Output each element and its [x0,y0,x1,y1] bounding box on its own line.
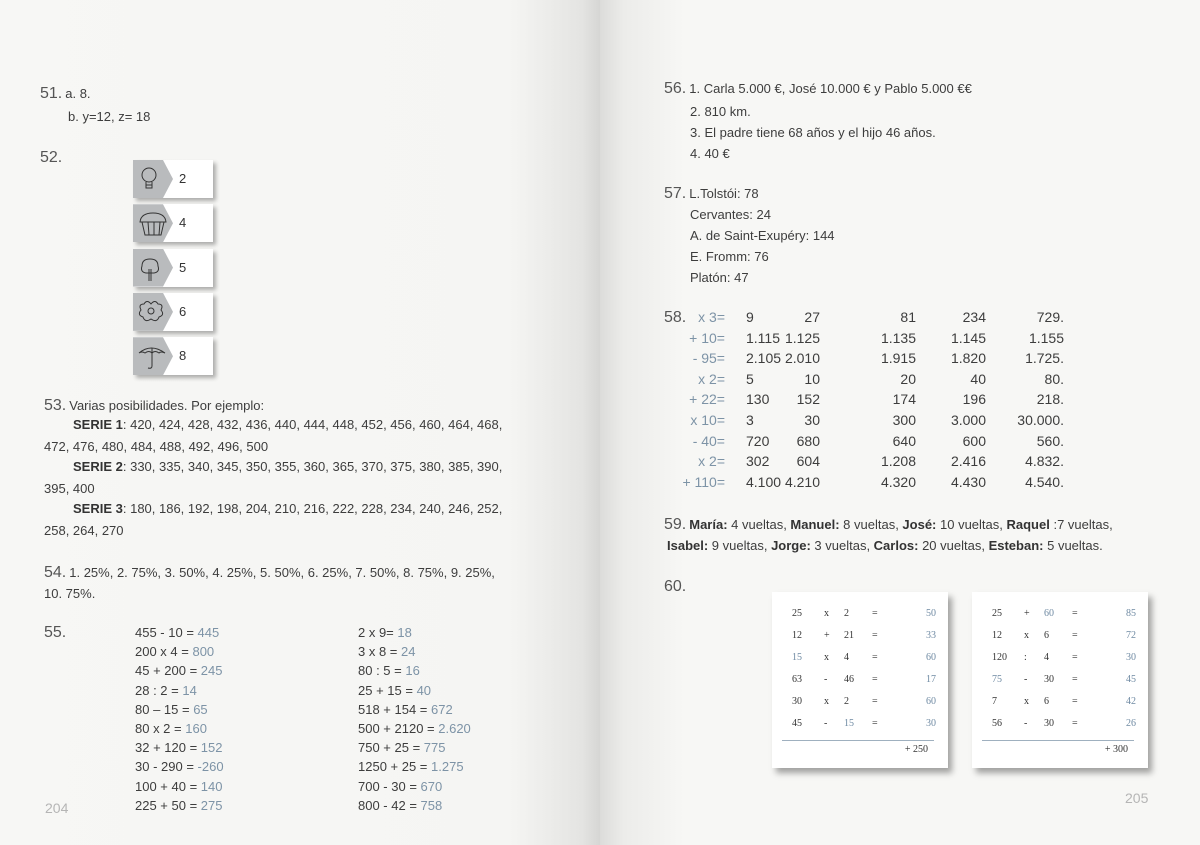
person-name: María: [689,517,728,532]
laps: 4 vueltas, [727,517,791,532]
table-cell: 1.725. [1025,350,1064,367]
table-row [660,474,1070,494]
card-cell: x [824,652,829,663]
card-cell: = [1072,608,1078,619]
table-cell: 30.000. [1017,412,1064,428]
result: 65 [193,701,208,717]
card-cell: = [1072,652,1078,663]
operation-label: x 2= [698,370,725,387]
card-value: 8 [179,348,187,364]
card-cell: x [824,608,829,619]
operation [135,759,224,775]
table-cell: 1.155 [1028,329,1064,346]
icon-tab [133,160,173,198]
question-number: 54. [44,564,67,581]
card-cell: 50 [926,608,936,619]
expression: 2 x 9= [358,625,398,640]
table-cell: 130 [746,391,770,408]
table-cell: 3 [746,412,754,428]
series-values: : 420, 424, 428, 432, 436, 440, 444, 448, 452, 456, 460, 464, 468, [122,417,503,432]
table-cell: 196 [962,391,986,408]
icon-tab [133,249,173,287]
table-cell: 1.125 [784,329,820,346]
table-row [660,453,1070,473]
person-name: Jorge: [771,538,811,553]
table-cell: 604 [796,453,820,470]
series-continuation: 258, 264, 270 [44,523,124,538]
series-values: : 180, 186, 192, 198, 204, 210, 216, 222, 228, 234, 240, 246, 252, [122,501,503,516]
result: 40 [416,682,432,698]
card-row [972,608,1148,622]
operation [358,683,431,699]
card-cell: 26 [1126,718,1136,729]
table-cell: 9 [746,309,754,325]
expression: 1250 + 25 = [358,759,432,775]
table-cell: 2.010 [784,350,820,367]
list-item [690,104,751,120]
result: 758 [420,797,443,813]
card-cell: 45 [792,718,802,729]
card-cell: 63 [792,674,802,685]
laps: :7 vueltas, [1049,517,1113,532]
result: 140 [200,778,223,794]
card-cell: 56 [992,718,1002,729]
result-card [972,592,1148,768]
expression: 700 - 30 = [358,778,421,794]
laps: 20 vueltas, [918,538,989,553]
table-cell: 27 [804,309,820,325]
expression: 30 - 290 = [135,759,198,775]
question-number: 59. [664,516,687,533]
expression: 32 + 120 = [135,740,201,756]
card-cell: 30 [926,718,936,729]
card-row [972,674,1148,688]
card-cell: = [1072,674,1078,685]
divider-line [982,740,1134,741]
operation [358,702,453,718]
person-name: Esteban: [988,538,1044,553]
expression: 455 - 10 = [135,625,198,640]
divider-line [782,740,934,741]
expression: 100 + 40 = [135,778,201,794]
table-cell: 10 [804,370,820,387]
card-cell: = [1072,718,1078,729]
card-cell: - [1024,674,1028,685]
expression: 80 – 15 = [135,701,194,717]
card-row [772,718,948,732]
answer-b: b. y=12, z= 18 [68,109,151,124]
expression: 80 x 2 = [135,721,186,736]
card-value: 2 [179,171,187,186]
list-item [690,249,769,265]
result: 275 [200,797,223,813]
result-card [772,592,948,768]
symbol-card [133,249,213,287]
table-cell: 2.105 [746,350,782,367]
table-row [660,309,1070,329]
table-cell: 218. [1036,391,1064,408]
table-cell: 5 [746,370,754,387]
card-cell: x [824,696,829,707]
person-name: José: [902,517,937,532]
card-cell: 30 [792,696,802,707]
operation-label: x 3= [698,309,725,325]
operation [135,683,197,699]
card-row [772,696,948,710]
card-value: 4 [179,215,187,231]
person-name: Manuel: [790,517,840,532]
operation-label: x 2= [698,453,725,470]
item-text: 3. El padre tiene 68 años y el hijo 46 años. [690,125,936,140]
q51 [40,86,91,102]
symbol-card [133,337,213,375]
operation-label: x 10= [690,412,725,428]
operation [358,644,415,660]
card-cell: 60 [1044,608,1054,619]
series-continuation: 395, 400 [44,481,95,496]
icon-tab [133,337,173,375]
card-row [972,696,1148,710]
card-cell: 17 [926,674,936,685]
series-label: SERIE 1 [73,417,123,432]
result: 2.620 [438,721,471,736]
card-cell: 4 [844,652,849,663]
table-row [660,350,1070,370]
table-cell: 4.320 [880,473,916,490]
card-cell: = [872,630,878,641]
person-name: Carlos: [873,538,919,553]
result: 445 [197,625,220,640]
expression: 28 : 2 = [135,682,183,698]
table-row [660,433,1070,453]
card-cell: - [824,718,828,729]
table-cell: 4.430 [950,473,986,490]
table-cell: 600 [962,432,986,449]
laps: 8 vueltas, [839,517,903,532]
card-cell: 25 [992,608,1002,619]
result: 16 [405,663,420,679]
card-cell: 30 [1044,674,1054,685]
question-number: 52. [40,149,63,166]
table-cell: 300 [892,412,916,428]
q54-line1 [44,565,495,581]
card-value: 6 [179,303,187,319]
item-text: Cervantes: 24 [690,207,771,222]
table-cell: 81 [900,309,916,325]
laps: 5 vueltas. [1043,538,1103,553]
card-cell: - [1024,718,1028,729]
card-cell: 46 [844,674,854,685]
table-cell: 4.832. [1025,453,1064,470]
table-row [660,391,1070,411]
operation [358,740,445,756]
card-cell: 2 [844,696,849,707]
card-cell: 60 [926,696,936,707]
expression: 3 x 8 = [358,644,401,660]
list-item [690,146,730,162]
table-cell: 20 [900,370,916,387]
operation-label: + 110= [682,473,725,490]
card-cell: 30 [1126,652,1136,663]
table-cell: 1.208 [880,453,916,470]
list-item [690,125,936,141]
item-text: Platón: 47 [690,270,749,285]
card-row [972,652,1148,666]
card-row [772,608,948,622]
card-cell: 6 [1044,630,1049,641]
operation [135,663,222,679]
result: 152 [200,740,223,756]
card-cell: x [1024,696,1029,707]
result: 800 [192,644,215,660]
operation-label: + 22= [689,391,725,408]
icon-tab [133,293,173,331]
result: 1.275 [431,759,464,775]
expression: 750 + 25 = [358,740,424,756]
table-cell: 1.820 [950,350,986,367]
operation [135,702,208,718]
series-values: : 330, 335, 340, 345, 350, 355, 360, 365, 370, 375, 380, 385, 390, [122,459,503,474]
card-cell: 42 [1126,696,1136,707]
card-cell: 15 [792,652,802,663]
question-number: 51. [40,85,63,102]
card-cell: + [824,630,830,641]
table-cell: 729. [1036,309,1064,325]
question-number: 60. [664,578,687,595]
operation [358,721,471,737]
expression: 518 + 154 = [358,701,432,717]
list-item [690,228,835,244]
table-cell: 3.000 [950,412,986,428]
card-cell: - [824,674,828,685]
table-cell: 174 [892,391,916,408]
table-cell: 40 [970,370,986,387]
expression: 80 : 5 = [358,663,406,679]
card-cell: 7 [992,696,997,707]
operation [358,798,442,814]
question-number: 58. [664,309,687,326]
card-row [972,718,1148,732]
table-cell: 4.210 [784,473,820,490]
item-text: 4. 40 € [690,146,730,161]
table-cell: 1.915 [880,350,916,367]
card-cell: 75 [992,674,1002,685]
result: 24 [401,644,416,660]
table-cell: 1.145 [950,329,986,346]
card-cell: = [872,696,878,707]
operation-label: - 95= [692,350,725,367]
laps: 3 vueltas, [810,538,874,553]
card-cell: 30 [1044,718,1054,729]
card-cell: 4 [1044,652,1049,663]
question-number: 55. [44,624,67,641]
result: 775 [423,740,446,756]
expression: 225 + 50 = [135,797,201,813]
operation [135,721,207,737]
card-cell: = [872,674,878,685]
table-cell: 80. [1044,370,1064,387]
result: 160 [185,721,207,736]
symbol-card [133,160,213,198]
table-cell: 640 [892,432,916,449]
card-cell: x [1024,630,1029,641]
expression: 25 + 15 = [358,682,417,698]
card-cell: 33 [926,630,936,641]
operation [358,663,420,679]
card-row [972,630,1148,644]
table-row [660,412,1070,432]
table-cell: 30 [804,412,820,428]
card-total: + 250 [904,744,928,755]
series-line [73,459,502,475]
card-cell: = [872,718,878,729]
card-cell: 21 [844,630,854,641]
card-cell: 72 [1126,630,1136,641]
result: 672 [431,701,453,717]
page-number: 204 [45,800,69,816]
q59-line2 [667,538,1103,554]
symbol-card [133,293,213,331]
table-cell: 2.416 [950,453,986,470]
operation-label: - 40= [692,432,725,449]
expression: 500 + 2120 = [358,721,439,736]
card-total: + 300 [1104,744,1128,755]
icon-tab [133,204,173,242]
result: 18 [397,625,412,640]
table-cell: 234 [962,309,986,325]
operation [135,740,222,756]
question-number: 56. [664,80,687,97]
table-cell: 680 [796,432,820,449]
person-name: Isabel: [667,538,709,553]
card-cell: 2 [844,608,849,619]
card-cell: = [1072,696,1078,707]
operation [135,625,219,641]
card-row [772,674,948,688]
table-cell: 152 [796,391,820,408]
card-cell: = [872,652,878,663]
series-label: SERIE 2 [73,459,123,474]
table-cell: 4.540. [1025,473,1064,490]
result: 245 [200,663,223,679]
table-cell: 560. [1036,432,1064,449]
card-row [772,652,948,666]
laps: 10 vueltas, [936,517,1007,532]
table-row [660,371,1070,391]
page-number: 205 [1125,790,1149,806]
operation [358,759,464,775]
series-line [73,417,502,433]
q53-intro [44,398,264,414]
answer-a: a. 8. [65,86,91,101]
card-cell: 120 [992,652,1007,663]
expression: 800 - 42 = [358,797,421,813]
table-cell: 1.135 [880,329,916,346]
series-label: SERIE 3 [73,501,123,516]
table-cell: 1.115 [746,329,780,346]
card-cell: 85 [1126,608,1136,619]
card-cell: = [1072,630,1078,641]
operation [358,779,442,795]
q54-line2: 10. 75%. [44,586,96,601]
result: 670 [420,778,443,794]
card-cell: : [1024,652,1027,663]
list-item [690,270,749,286]
table-cell: 720 [746,432,770,449]
expression: 45 + 200 = [135,663,201,679]
result: -260 [197,759,224,775]
card-cell: 12 [992,630,1002,641]
laps: 9 vueltas, [708,538,772,553]
result: 14 [182,682,197,698]
symbol-card [133,204,213,242]
table-row [660,330,1070,350]
card-cell: 15 [844,718,854,729]
person-name: Raquel [1006,517,1050,532]
card-value: 5 [179,259,187,275]
card-cell: = [872,608,878,619]
card-cell: 25 [792,608,802,619]
item-text: L.Tolstói: 78 [689,186,759,201]
answer-text: 1. 25%, 2. 75%, 3. 50%, 4. 25%, 5. 50%, 6. 25%, 7. 50%, 8. 75%, 9. 25%, [69,565,495,580]
table-cell: 302 [746,453,770,470]
list-item [664,186,759,202]
card-cell: 45 [1126,674,1136,685]
q59-line1 [664,517,1113,533]
operation [135,644,214,660]
expression: 200 x 4 = [135,644,193,660]
table-cell: 4.100 [746,473,782,490]
series-line [73,501,502,517]
card-row [772,630,948,644]
question-number: 57. [664,185,687,202]
question-number: 53. [44,397,67,414]
series-continuation: 472, 476, 480, 484, 488, 492, 496, 500 [44,439,269,454]
item-text: 2. 810 km. [690,104,751,119]
item-text: 1. Carla 5.000 €, José 10.000 € y Pablo 5.000 €€ [689,81,972,96]
card-cell: 60 [926,652,936,663]
item-text: A. de Saint-Exupéry: 144 [690,228,835,243]
list-item [690,207,771,223]
card-cell: 6 [1044,696,1049,707]
intro-text: Varias posibilidades. Por ejemplo: [69,398,265,413]
list-item [664,81,972,97]
operation [135,798,222,814]
operation [358,625,412,641]
operation-label: + 10= [689,329,725,346]
card-cell: + [1024,608,1030,619]
item-text: E. Fromm: 76 [690,249,769,264]
operation [135,779,222,795]
card-cell: 12 [792,630,802,641]
